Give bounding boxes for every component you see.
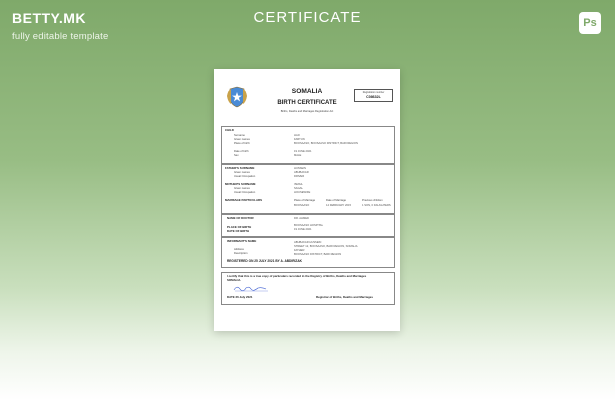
- father-occupation: DRIVER: [294, 175, 305, 178]
- certificate-date: DATE 26 July 2021: [227, 295, 253, 299]
- child-surname: HAJI: [294, 134, 300, 137]
- certify-line-2: SOMALIA.: [227, 278, 242, 282]
- child-sex: MALE: [294, 154, 302, 157]
- informant-extra: BOOSAASO DISTRICT, BARI REGION: [294, 253, 342, 256]
- registered-line: REGISTERED ON 25 JULY 2021 BY A. ABDIRIZAK: [227, 259, 302, 263]
- marriage-children: 1 SON, 0 DAUGHTERS: [362, 204, 391, 207]
- child-given-names: FARTUN: [294, 138, 305, 141]
- mother-occupation: HOUSEWIFE: [294, 191, 311, 194]
- certify-line-1: I certify that this is a true copy of particulars recorded in the Registry of Births, Deaths and Marriages: [227, 274, 367, 278]
- father-given-names: ABUBAKAR: [294, 171, 309, 174]
- mother-given-names: SAGAL: [294, 187, 303, 190]
- certification-section: [221, 272, 395, 305]
- parents-section: [221, 163, 395, 215]
- page-title: CERTIFICATE: [253, 9, 362, 26]
- birth-certificate: [214, 69, 400, 331]
- marriage-heading: MARRIAGE PARTICULARS: [225, 198, 263, 202]
- child-given-label: Given names: [234, 138, 250, 141]
- birthplace-heading: PLACE OF BIRTH: [227, 225, 252, 229]
- child-surname-label: Surname: [234, 134, 245, 137]
- marriage-children-label: Previous children: [362, 199, 383, 202]
- child-heading: CHILD: [225, 128, 234, 132]
- photoshop-icon: Ps: [579, 12, 601, 34]
- registration-box: [354, 89, 393, 102]
- mother-surname: ISMAIL: [294, 183, 303, 186]
- marriage-date-label: Date of Marriage: [326, 199, 347, 202]
- father-given-label: Given names: [234, 171, 250, 174]
- registrar-title: Registrar of Births, Deaths and Marriages: [316, 295, 374, 299]
- mother-given-label: Given names: [234, 187, 250, 190]
- signature-icon: [232, 284, 270, 292]
- child-dob-label: Date of birth: [234, 150, 249, 153]
- father-surname: HUSSEIN: [294, 167, 306, 170]
- marriage-date: 14 FEBRUARY 2015: [326, 204, 351, 207]
- brand-logo: BETTY.MK: [12, 10, 86, 26]
- father-occupation-label: Usual Occupation: [234, 175, 256, 178]
- informant-description-label: Description: [234, 252, 248, 255]
- marriage-place-label: Place of Marriage: [294, 199, 316, 202]
- child-sex-label: Sex: [234, 154, 239, 157]
- mother-occupation-label: Usual Occupation: [234, 191, 256, 194]
- mother-heading: MOTHER'S SURNAME: [225, 182, 256, 186]
- informant-description: FATHER: [294, 249, 305, 252]
- child-place: BOOSAASO, BOOSAASO DISTRICT, BARI REGION: [294, 142, 358, 145]
- birthdate-value: 19 JUNE 2021: [294, 228, 312, 231]
- tagline: fully editable template: [12, 31, 109, 42]
- child-dob: 19 JUNE 2021: [294, 150, 312, 153]
- informant-section: [221, 236, 395, 268]
- document-title: BIRTH CERTIFICATE: [277, 100, 337, 106]
- registration-label: Registration number: [362, 91, 385, 94]
- father-heading: FATHER'S SURNAME: [225, 166, 255, 170]
- child-section: [221, 126, 395, 165]
- act-subtitle: Births, Deaths and Marriages Registration Act: [280, 110, 334, 113]
- marriage-place: BOOSAASO: [294, 204, 310, 207]
- child-place-label: Place of birth: [234, 142, 250, 145]
- country-name: SOMALIA: [291, 88, 323, 95]
- birthplace-value: BOOSAASO HOSPITAL: [294, 224, 324, 227]
- doctor-section: [221, 213, 395, 238]
- birthdate-heading: DATE OF BIRTH: [227, 229, 250, 233]
- informant-name: ABUBAKAR HUSSEIN: [294, 241, 322, 244]
- registration-number: C08632L: [366, 95, 381, 99]
- informant-heading: INFORMANT'S NAME: [227, 239, 257, 243]
- informant-address: STREET 12, BOOSAASO, BARI REGION, SOMALIA: [294, 245, 358, 248]
- doctor-name: DR. AHMED: [294, 217, 309, 220]
- doctor-heading: NAME OF DOCTOR: [227, 216, 254, 220]
- informant-address-label: Address: [234, 248, 244, 251]
